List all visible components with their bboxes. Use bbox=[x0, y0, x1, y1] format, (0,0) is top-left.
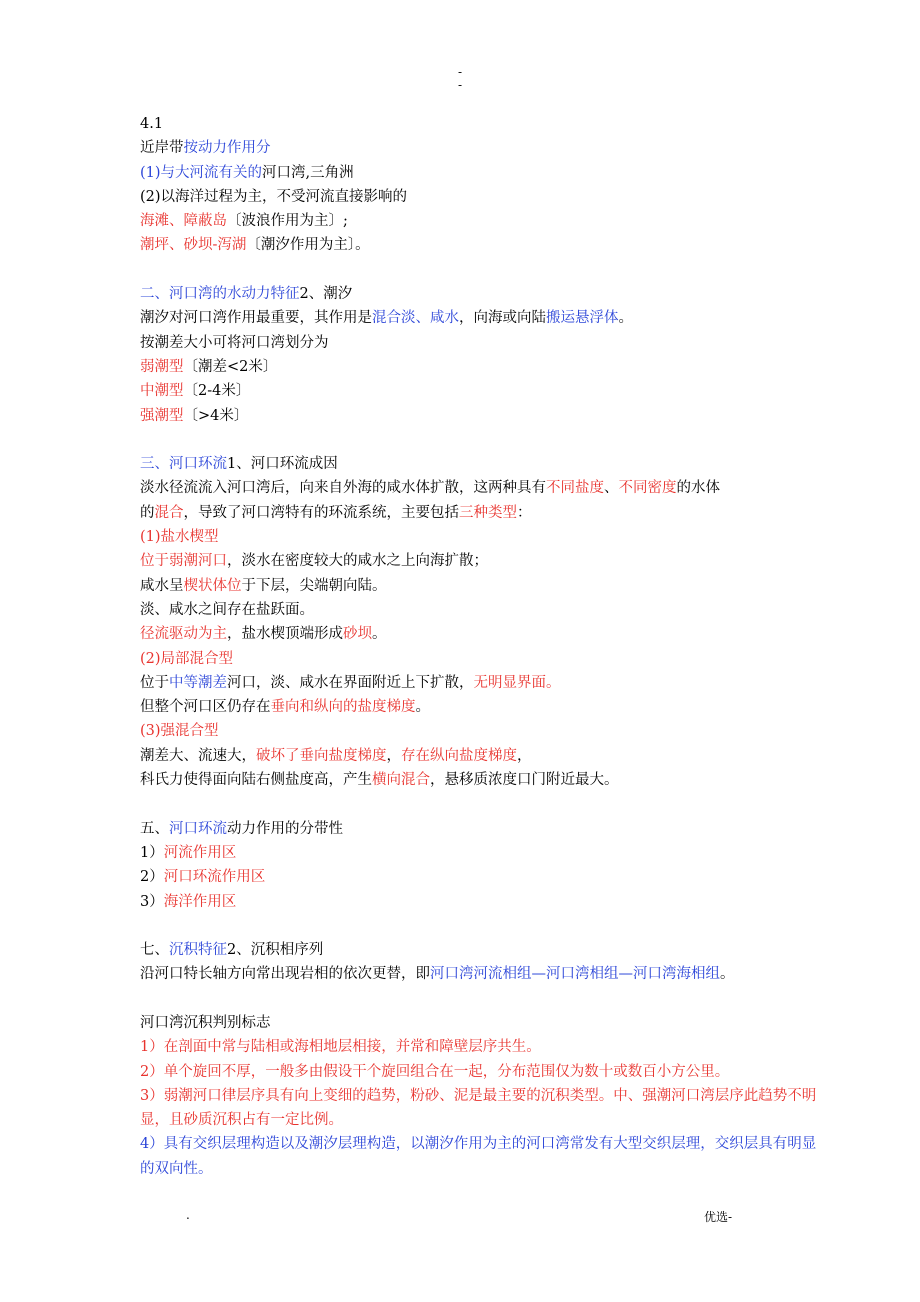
tide-type-medium bbox=[140, 379, 820, 403]
text: ，盐水楔顶端形成 bbox=[227, 626, 343, 643]
header-dash-bottom: - bbox=[457, 78, 463, 92]
text: 〔潮差<2米〕 bbox=[183, 358, 278, 375]
subtype-3-title: (3)强混合型 bbox=[140, 723, 219, 740]
highlight: 混合淡、咸水 bbox=[372, 310, 459, 327]
text: ： bbox=[517, 504, 532, 521]
section-2-heading bbox=[140, 282, 820, 306]
highlight: 搬运悬浮体 bbox=[546, 310, 619, 327]
text: 〔2-4米〕 bbox=[183, 383, 251, 400]
heading-prefix: 二、 bbox=[140, 286, 169, 303]
criterion-4 bbox=[140, 1132, 820, 1181]
criterion-3 bbox=[140, 1084, 820, 1133]
text: 淡水径流流入河口湾后，向来自外海的咸水体扩散，这两种具有 bbox=[140, 480, 546, 497]
highlight: 横向混合 bbox=[372, 772, 430, 789]
text: 。 bbox=[618, 310, 633, 327]
page-header-mark bbox=[454, 66, 466, 92]
subtype-1-title: (1)盐水楔型 bbox=[140, 529, 219, 546]
item-3 bbox=[140, 209, 820, 233]
item-4-highlight: 潮坪、砂坝-泻湖 bbox=[140, 237, 247, 254]
subtype-1-line-1 bbox=[140, 549, 820, 573]
heading-text: 动力作用的分带性 bbox=[227, 820, 343, 837]
subtype-1-line-4 bbox=[140, 622, 820, 646]
criterion-2 bbox=[140, 1060, 820, 1084]
zone-2 bbox=[140, 865, 820, 889]
section-5-heading bbox=[140, 817, 820, 841]
item-2 bbox=[140, 185, 820, 209]
item-4 bbox=[140, 233, 820, 257]
criterion-number: 4） bbox=[140, 1136, 164, 1153]
subtype-3-line-1 bbox=[140, 744, 820, 768]
text: 位于 bbox=[140, 674, 169, 691]
section-41-number bbox=[140, 112, 820, 136]
section-2-paragraph-2 bbox=[140, 331, 820, 355]
zone-1 bbox=[140, 841, 820, 865]
zone-label: 海洋作用区 bbox=[163, 893, 237, 910]
heading-text: 2、沉积相序列 bbox=[227, 942, 324, 959]
text: ， bbox=[517, 747, 532, 764]
section-2-paragraph-1 bbox=[140, 306, 820, 330]
zone-3 bbox=[140, 890, 820, 914]
section-3-paragraph-1 bbox=[140, 476, 820, 500]
criterion-number: 2） bbox=[140, 1063, 164, 1080]
heading-highlight: 沉积特征 bbox=[169, 942, 227, 959]
subtype-2-line-1 bbox=[140, 671, 820, 695]
item-1 bbox=[140, 161, 820, 185]
zone-number: 1） bbox=[140, 844, 164, 861]
criterion-text: 具有交织层理构造以及潮汐层理构造，以潮汐作用为主的河口湾常发有大型交织层理，交织层具有明显的双向性。 bbox=[140, 1136, 817, 1177]
spacer bbox=[140, 428, 820, 452]
highlight: 径流驱动为主 bbox=[140, 626, 227, 643]
highlight: 无明显界面。 bbox=[473, 674, 561, 691]
text: 沿河口特长轴方向常出现岩相的依次更替，即 bbox=[140, 966, 430, 983]
subtype-1-line-3 bbox=[140, 598, 820, 622]
highlight: 强潮型 bbox=[140, 407, 184, 424]
criterion-number: 1） bbox=[140, 1039, 164, 1056]
text: 于下层，尖端朝向陆。 bbox=[241, 577, 387, 594]
footer-right-label: 优选- bbox=[704, 1210, 733, 1224]
text: 。 bbox=[720, 966, 735, 983]
zone-label: 河口环流作用区 bbox=[163, 869, 266, 886]
highlight: 混合 bbox=[154, 504, 184, 521]
section-number: 4.1 bbox=[140, 116, 164, 132]
section-3-heading bbox=[140, 452, 820, 476]
spacer bbox=[140, 258, 820, 282]
zone-label: 河流作用区 bbox=[163, 844, 237, 861]
heading-prefix: 三、 bbox=[140, 456, 169, 473]
item-3-text: 〔波浪作用为主〕; bbox=[227, 213, 348, 230]
text: 。 bbox=[372, 626, 387, 643]
heading-highlight: 河口环流 bbox=[169, 456, 227, 473]
text: 但整个河口区仍存在 bbox=[140, 699, 271, 716]
zone-number: 2） bbox=[140, 869, 164, 886]
text: 的水体 bbox=[676, 480, 720, 497]
title-highlight: 按动力作用分 bbox=[183, 140, 271, 157]
text: ，导致了河口湾特有的环流系统，主要包括 bbox=[183, 504, 459, 521]
heading-prefix: 七、 bbox=[140, 942, 169, 959]
item-3-highlight: 海滩、障蔽岛 bbox=[140, 213, 227, 230]
section-3-paragraph-2 bbox=[140, 501, 820, 525]
heading-text: 1、河口环流成因 bbox=[227, 456, 338, 473]
highlight: 不同盐度 bbox=[546, 480, 604, 497]
section-41-title bbox=[140, 136, 820, 160]
criterion-number: 3） bbox=[140, 1087, 164, 1104]
text: 潮差大、流速大， bbox=[140, 747, 256, 764]
item-1-highlight: (1)与大河流有关的 bbox=[140, 164, 263, 181]
highlight: 不同密度 bbox=[618, 480, 677, 497]
section-7-paragraph bbox=[140, 962, 820, 986]
item-2-text: (2)以海洋过程为主，不受河流直接影响的 bbox=[140, 188, 408, 205]
tide-type-strong bbox=[140, 404, 820, 428]
highlight: 破坏了垂向盐度梯度 bbox=[256, 747, 387, 764]
document-body bbox=[140, 112, 820, 1181]
highlight: 位于弱潮河口 bbox=[140, 553, 227, 570]
highlight: 存在纵向盐度梯度 bbox=[401, 747, 517, 764]
criterion-1 bbox=[140, 1035, 820, 1059]
text: 潮汐对河口湾作用最重要，其作用是 bbox=[140, 310, 372, 327]
text: 河口，淡、咸水在界面附近上下扩散， bbox=[227, 674, 474, 691]
title-text: 近岸带 bbox=[140, 140, 184, 157]
text: 。 bbox=[415, 699, 430, 716]
heading-highlight: 河口湾的水动力特征 bbox=[169, 286, 300, 303]
subtype-3-line-2 bbox=[140, 768, 820, 792]
highlight: 楔状体位 bbox=[183, 577, 242, 594]
criterion-text: 在剖面中常与陆相或海相地层相接，并常和障壁层序共生。 bbox=[163, 1039, 541, 1056]
text: 淡、咸水之间存在盐跃面。 bbox=[140, 601, 314, 618]
subtype-1-line-2 bbox=[140, 574, 820, 598]
highlight: 中潮型 bbox=[140, 383, 184, 400]
text: ，悬移质浓度口门附近最大。 bbox=[430, 772, 619, 789]
heading-prefix: 五、 bbox=[140, 820, 169, 837]
header-dash-top: - bbox=[457, 65, 463, 79]
text: 科氏力使得面向陆右侧盐度高，产生 bbox=[140, 772, 372, 789]
text: 按潮差大小可将河口湾划分为 bbox=[140, 334, 329, 351]
text: 的 bbox=[140, 504, 155, 521]
subtype-2-line-2 bbox=[140, 695, 820, 719]
spacer bbox=[140, 987, 820, 1011]
section-7-heading bbox=[140, 938, 820, 962]
subtype-2-title: (2)局部混合型 bbox=[140, 650, 234, 667]
item-1-text: 河口湾,三角洲 bbox=[262, 164, 354, 181]
criterion-text: 弱潮河口律层序具有向上变细的趋势，粉砂、泥是最主要的沉积类型。中、强潮河口湾层序此趋势不明显，且砂质沉积占有一定比例。 bbox=[140, 1087, 817, 1129]
heading-text: 2、潮汐 bbox=[299, 286, 353, 303]
text: ， bbox=[386, 747, 401, 764]
footer-left-mark: . bbox=[186, 1208, 190, 1222]
highlight: 垂向和纵向的盐度梯度 bbox=[270, 699, 416, 716]
zone-number: 3） bbox=[140, 893, 164, 910]
criteria-title: 河口湾沉积判别标志 bbox=[140, 1014, 271, 1031]
tide-type-weak bbox=[140, 355, 820, 379]
highlight: 弱潮型 bbox=[140, 358, 184, 375]
highlight: 三种类型 bbox=[459, 504, 517, 521]
spacer bbox=[140, 792, 820, 816]
text: 咸水呈 bbox=[140, 577, 184, 594]
text: ，淡水在密度较大的咸水之上向海扩散； bbox=[227, 553, 488, 570]
item-4-text: 〔潮汐作用为主〕。 bbox=[246, 237, 370, 254]
text: ，向海或向陆 bbox=[459, 310, 546, 327]
spacer bbox=[140, 914, 820, 938]
criterion-text: 单个旋回不厚，一般多由假设干个旋回组合在一起，分布范围仅为数十或数百小方公里。 bbox=[163, 1063, 730, 1080]
text: 〔>4米〕 bbox=[183, 407, 249, 424]
heading-highlight: 河口环流 bbox=[169, 820, 227, 837]
highlight: 河口湾河流相组—河口湾相组—河口湾海相组 bbox=[430, 966, 720, 983]
highlight: 中等潮差 bbox=[169, 674, 227, 691]
highlight: 砂坝 bbox=[343, 626, 372, 643]
text: 、 bbox=[604, 480, 619, 497]
